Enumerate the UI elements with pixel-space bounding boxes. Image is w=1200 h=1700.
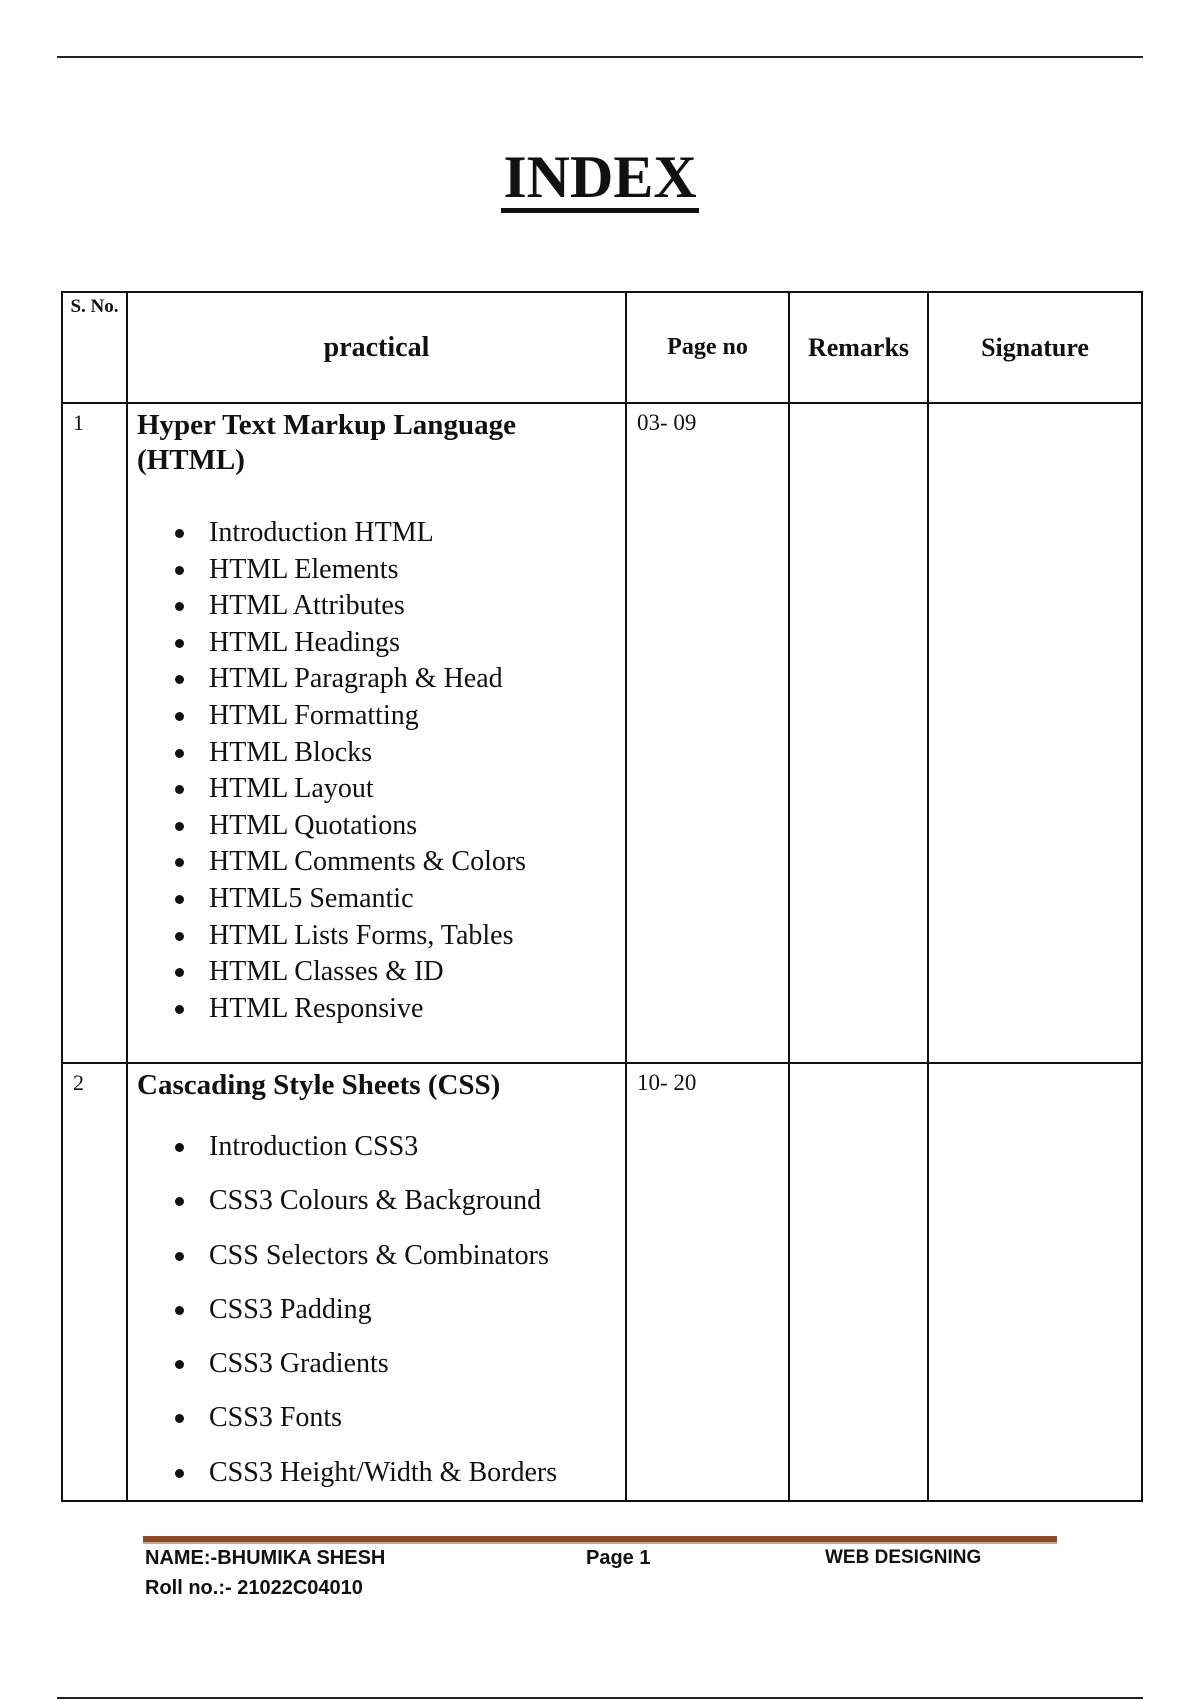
row-practical — [127, 403, 626, 1063]
table-row — [62, 1063, 1142, 1501]
list-item: HTML Layout — [175, 771, 617, 808]
footer-subject: WEB DESIGNING — [825, 1547, 982, 1568]
row-sno: 1 — [62, 403, 127, 1063]
list-item: CSS3 Colours & Background — [175, 1174, 617, 1228]
section-title: Cascading Style Sheets (CSS) — [137, 1069, 501, 1101]
bottom-rule — [57, 1697, 1143, 1699]
top-rule — [57, 56, 1143, 58]
row-practical — [127, 1063, 626, 1501]
index-table — [61, 291, 1143, 1502]
table-row — [62, 403, 1142, 1063]
page-title-text: INDEX — [501, 146, 698, 213]
footer-page-number: Page 1 — [586, 1547, 651, 1569]
list-item: CSS3 Padding — [175, 1283, 617, 1337]
row-sno: 2 — [62, 1063, 127, 1501]
row-remarks — [789, 403, 928, 1063]
list-item: CSS3 Height/Width & Borders — [175, 1446, 617, 1500]
row-page-range: 03- 09 — [626, 403, 789, 1063]
list-item: HTML Lists Forms, Tables — [175, 918, 617, 955]
row-remarks — [789, 1063, 928, 1501]
list-item: HTML Quotations — [175, 808, 617, 845]
row-page-range: 10- 20 — [626, 1063, 789, 1501]
list-item: HTML Formatting — [175, 698, 617, 735]
list-item: Introduction HTML — [175, 515, 617, 552]
list-item: HTML Elements — [175, 552, 617, 589]
footer-roll-number: Roll no.:- 21022C04010 — [145, 1577, 363, 1599]
header-practical: practical — [127, 292, 626, 403]
list-item: CSS3 Gradients — [175, 1337, 617, 1391]
row-signature — [928, 1063, 1142, 1501]
footer-rule — [143, 1536, 1057, 1544]
list-item: HTML Classes & ID — [175, 954, 617, 991]
section-title: Hyper Text Markup Language (HTML) — [137, 409, 516, 476]
header-signature: Signature — [928, 292, 1142, 403]
header-row — [62, 292, 1142, 403]
page-title — [0, 142, 1200, 213]
header-page-no: Page no — [626, 292, 789, 403]
list-item: HTML5 Semantic — [175, 881, 617, 918]
footer-student-name: NAME:-BHUMIKA SHESH — [145, 1547, 386, 1569]
list-item: HTML Blocks — [175, 735, 617, 772]
list-item: HTML Attributes — [175, 588, 617, 625]
header-sno: S. No. — [62, 292, 127, 403]
header-remarks: Remarks — [789, 292, 928, 403]
list-item: HTML Headings — [175, 625, 617, 662]
list-item: CSS3 Fonts — [175, 1391, 617, 1445]
list-item: HTML Responsive — [175, 991, 617, 1028]
topic-list — [137, 1120, 617, 1500]
list-item: HTML Paragraph & Head — [175, 661, 617, 698]
topic-list — [137, 515, 617, 1027]
row-signature — [928, 403, 1142, 1063]
list-item: Introduction CSS3 — [175, 1120, 617, 1174]
list-item: CSS Selectors & Combinators — [175, 1229, 617, 1283]
list-item: HTML Comments & Colors — [175, 844, 617, 881]
